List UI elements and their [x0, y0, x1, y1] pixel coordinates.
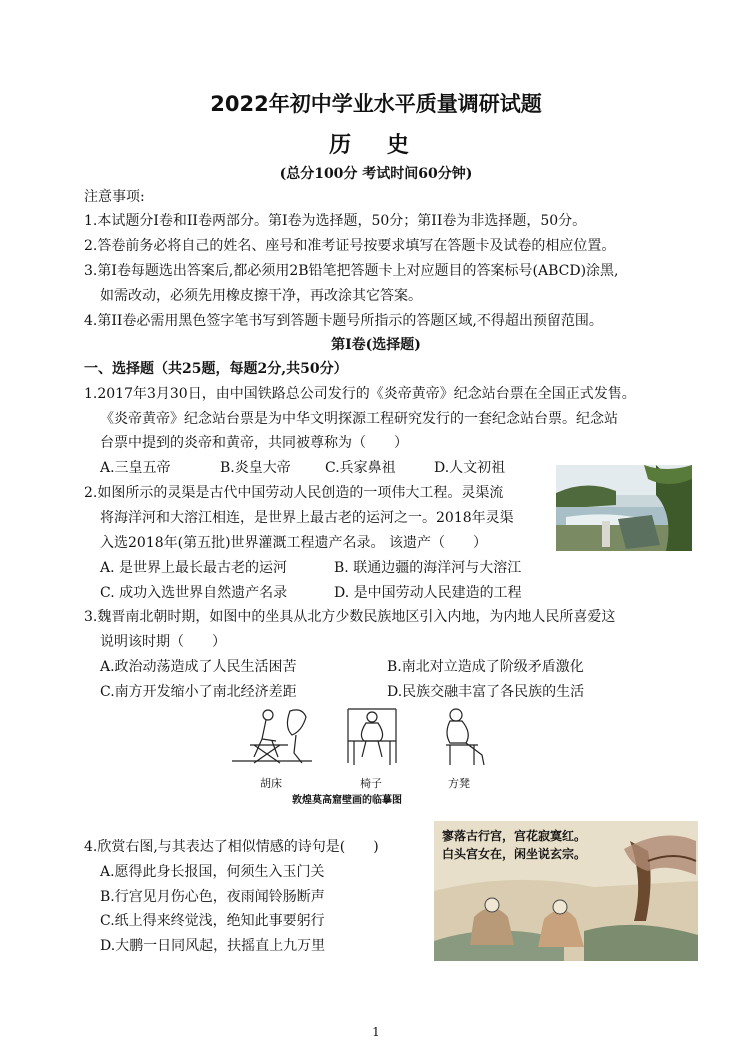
question-2-option: C. 成功入选世界自然遗产名录 — [100, 585, 288, 601]
figure-label-huchuang: 胡床 — [260, 777, 282, 790]
question-1-line: 1.2017年3月30日，由中国铁路总公司发行的《炎帝黄帝》纪念站台票在全国正式发售。 — [84, 386, 636, 402]
question-3-line: 说明该时期（ ） — [100, 634, 226, 650]
page-number: 1 — [372, 1025, 380, 1039]
question-3-option: C.南方开发缩小了南北经济差距 — [100, 684, 297, 700]
exam-title: 2022年初中学业水平质量调研试题 — [210, 92, 542, 116]
score-info: (总分100分 考试时间60分钟) — [279, 166, 473, 182]
lingqu-canal-photo — [556, 465, 692, 551]
question-2-line: 将海洋河和大溶江相连，是世界上最古老的运河之一。2018年灵渠 — [100, 510, 514, 526]
question-4-option: B.行宫见月伤心色，夜雨闻铃肠断声 — [100, 889, 325, 905]
question-1-option: C.兵家鼻祖 — [325, 460, 396, 476]
question-2-line: 2.如图所示的灵渠是古代中国劳动人民创造的一项伟大工程。灵渠流 — [84, 485, 504, 501]
question-2-line: 入选2018年(第五批)世界灌溉工程遗产名录。 该遗产（ ） — [100, 535, 488, 551]
volume-title: 第Ⅰ卷(选择题) — [331, 337, 421, 353]
question-1-line: 《炎帝黄帝》纪念站台票是为中华文明探源工程研究发行的一套纪念站台票。纪念站 — [100, 411, 618, 427]
question-4-stem: 4.欣赏右图,与其表达了相似情感的诗句是( ) — [84, 839, 379, 855]
part-title: 一、选择题（共25题，每题2分,共50分） — [84, 361, 348, 377]
seating-sketch-figure — [232, 705, 494, 805]
question-1-option: D.人文初祖 — [434, 460, 506, 476]
question-2-option: A. 是世界上最长最古老的运河 — [100, 560, 288, 576]
question-1-option: B.炎皇大帝 — [220, 460, 291, 476]
question-4-option: C.纸上得来终觉浅，绝知此事要躬行 — [100, 913, 325, 929]
figure-caption: 敦煌莫高窟壁画的临摹图 — [292, 795, 402, 805]
question-1-option: A.三皇五帝 — [100, 460, 171, 476]
poem-line: 寥落古行宫，宫花寂寞红。 — [442, 829, 587, 843]
notice-item: 2.答卷前务必将自己的姓名、座号和准考证号按要求填写在答题卡及试卷的相应位置。 — [84, 238, 616, 254]
figure-label-fangdeng: 方凳 — [448, 777, 470, 790]
notice-item: 1.本试题分Ⅰ卷和II卷两部分。第Ⅰ卷为选择题，50分；第II卷为非选择题，50分。 — [84, 213, 587, 229]
question-3-option: A.政治动荡造成了人民生活困苦 — [100, 659, 297, 675]
notice-item: 4.第II卷必需用黑色签字笔书写到答题卡题号所指示的答题区域,不得超出预留范围。 — [84, 313, 603, 329]
question-1-line: 台票中提到的炎帝和黄帝，共同被尊称为（ ） — [100, 435, 408, 451]
question-3-option: B.南北对立造成了阶级矛盾激化 — [387, 659, 584, 675]
notice-item: 如需改动，必须先用橡皮擦干净，再改涂其它答案。 — [100, 288, 422, 304]
subject-title: 历 史 — [329, 133, 423, 158]
notice-heading: 注意事项: — [84, 189, 145, 205]
question-4-option: D.大鹏一日同风起，扶摇直上九万里 — [100, 938, 326, 954]
question-2-option: D. 是中国劳动人民建造的工程 — [334, 585, 522, 601]
poem-line: 白头宫女在，闲坐说玄宗。 — [442, 847, 587, 861]
palace-painting — [434, 821, 698, 961]
question-3-option: D.民族交融丰富了各民族的生活 — [387, 684, 585, 700]
question-4-option: A.愿得此身长报国，何须生入玉门关 — [100, 864, 325, 880]
question-3-line: 3.魏晋南北朝时期，如图中的坐具从北方少数民族地区引入内地，为内地人民所喜爱这 — [84, 609, 616, 625]
notice-item: 3.第Ⅰ卷每题选出答案后,都必须用2B铅笔把答题卡上对应题目的答案标号(ABCD)涂黑, — [84, 263, 619, 279]
figure-label-yizi: 椅子 — [360, 777, 382, 790]
question-2-option: B. 联通边疆的海洋河与大溶江 — [334, 560, 522, 576]
